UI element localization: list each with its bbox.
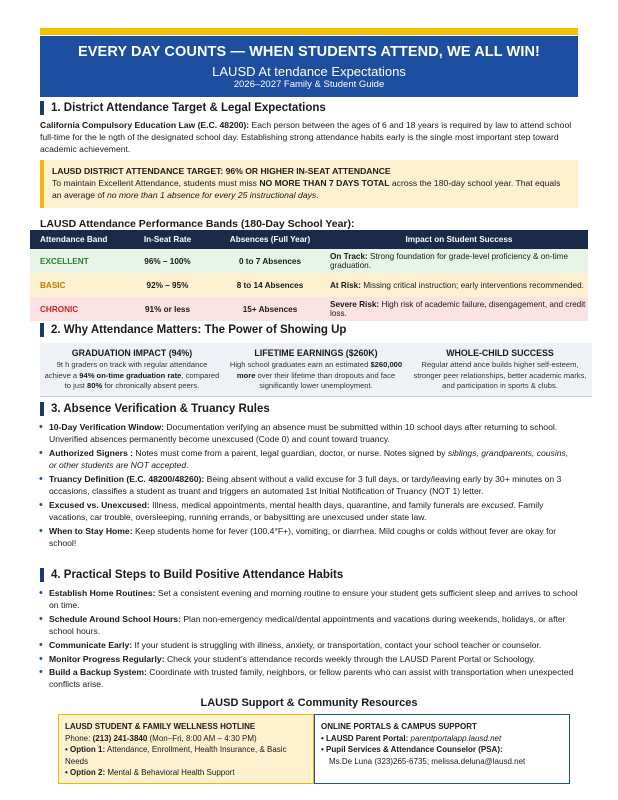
section-4-heading: 4. Practical Steps to Build Positive Attendance Habits xyxy=(40,568,343,582)
band-name: EXCELLENT xyxy=(40,256,89,266)
banner-guide: 2026–2027 Family & Student Guide xyxy=(233,79,385,90)
hotline-option-2: • Option 2: Mental & Behavioral Health Support xyxy=(65,768,235,777)
psa-contact: Ms.De Luna (323)265-6735; melissa.deluna@lausd.net xyxy=(329,756,526,766)
section-marker xyxy=(40,402,44,416)
target-text: To maintain Excellent Attendance, students must miss NO MORE THAN 7 DAYS TOTAL across the 180-day school year. That equals an average of no more than 1 absence for every 25 instructional days. xyxy=(52,178,561,200)
band-absences: 8 to 14 Absences xyxy=(236,280,304,290)
list-item: • Excused vs. Unexcused: Illness, medical appointments, mental health days, quarantine, and family funerals are excused. Family vacations, car trouble, oversleeping, running errands, or babysitting are unexcused under state law. xyxy=(40,499,578,523)
resources-title: LAUSD Support & Community Resources xyxy=(200,697,418,709)
section-2-heading: 2. Why Attendance Matters: The Power of Showing Up xyxy=(40,323,346,337)
section-marker xyxy=(40,101,44,115)
header-banner xyxy=(40,36,578,97)
section-1-heading: 1. District Attendance Target & Legal Expectations xyxy=(40,101,326,115)
list-item: • When to Stay Home: Keep students home for fever (100.4°F+), vomiting, or diarrhea. Mild coughs or colds without fever are okay for school! xyxy=(40,525,578,549)
hotline-phone: Phone: (213) 241-3840 (Mon–Fri, 8:00 AM – 4:30 PM) xyxy=(65,733,257,743)
band-impact: Severe Risk: High risk of academic failure, disengagement, and credit loss. xyxy=(330,300,586,318)
top-accent-rule xyxy=(40,28,578,35)
truancy-rules-list xyxy=(40,421,578,551)
band-absences: 0 to 7 Absences xyxy=(238,256,302,266)
list-item: • Communicate Early: If your student is struggling with illness, anxiety, or transportation, contact your school teacher or counselor. xyxy=(40,639,578,651)
table-row xyxy=(30,249,588,273)
table-header-row xyxy=(30,230,588,249)
header-rate: In-Seat Rate xyxy=(143,235,192,244)
table-row xyxy=(30,273,588,297)
list-item: • Monitor Progress Regularly: Check your student's attendance records weekly through the LAUSD Parent Portal or Schoology. xyxy=(40,653,578,665)
law-paragraph: California Compulsory Education Law (E.C. 48200): Each person between the ages of 6 and 18 years is required by law to attend school full-time for the le ngth of the designated school day. Establishing strong attendance habits early is the single most important step toward academic achievement. xyxy=(40,120,572,154)
header-impact: Impact on Student Success xyxy=(405,235,513,244)
parent-portal-link[interactable]: • LAUSD Parent Portal: parentportalapp.lausd.net xyxy=(321,733,502,743)
hotline-heading: LAUSD STUDENT & FAMILY WELLNESS HOTLINE xyxy=(65,722,256,731)
portals-heading: ONLINE PORTALS & CAMPUS SUPPORT xyxy=(321,722,477,731)
bands-table-title: LAUSD Attendance Performance Bands (180-Day School Year): xyxy=(40,218,355,230)
wellness-hotline-box xyxy=(58,714,314,784)
band-name: BASIC xyxy=(40,280,66,290)
section-marker xyxy=(40,323,44,337)
band-name: CHRONIC xyxy=(40,304,79,314)
whole-child-card: WHOLE-CHILD SUCCESS Regular attend ance builds higher self-esteem, stronger peer relationships, better academic marks, and participation in sports & clubs. xyxy=(413,348,587,390)
band-impact: At Risk: Missing critical instruction; early interventions recommended. xyxy=(330,280,584,290)
graduation-card: GRADUATION IMPACT (94%) 9t h graders on track with regular attendance achieve a 94% on-time graduation rate, compared to just 80% for chronically absent peers. xyxy=(44,348,220,390)
attendance-target-callout xyxy=(40,160,578,208)
banner-subtitle: LAUSD At tendance Expectations xyxy=(212,64,406,79)
list-item: • Authorized Signers : Notes must come from a parent, legal guardian, doctor, or nurse. Notes signed by siblings, grandparents, cousins, or other students are NOT accepted. xyxy=(40,447,578,471)
band-rate: 91% or less xyxy=(144,304,191,314)
list-item: • Truancy Definition (E.C. 48200/48260): Being absent without a valid excuse for 3 full days, or tardy/leaving early by 30+ minutes on 3 occasions, classifies a student as truant and triggers an automated 1st Initial Notification of Truancy (NOT 1) letter. xyxy=(40,473,578,497)
list-item: • Schedule Around School Hours: Plan non-emergency medical/dental appointments and vacations during weekends, holidays, or after school hours. xyxy=(40,613,578,637)
table-row xyxy=(30,297,588,321)
banner-title: EVERY DAY COUNTS — WHEN STUDENTS ATTEND, WE ALL WIN! xyxy=(78,44,540,60)
list-item: • 10-Day Verification Window: Documentation verifying an absence must be submitted within 10 school days after returning to school. Unverified absences permanently become unexcused (Code 0) and count toward truancy. xyxy=(40,421,578,445)
header-band: Attendance Band xyxy=(40,235,108,244)
bands-table xyxy=(30,230,588,321)
section-3-heading: 3. Absence Verification & Truancy Rules xyxy=(40,402,270,416)
section-marker xyxy=(40,568,44,582)
list-item: • Build a Backup System: Coordinate with trusted family, neighbors, or fellow parents who can assist with transportation when unexpected conflicts arise. xyxy=(40,666,578,690)
earnings-card: LIFETIME EARNINGS ($260K) High school graduates earn an estimated $260,000 more over their lifetime than dropouts and face significantly lower unemployment. xyxy=(229,348,403,390)
header-absences: Absences (Full Year) xyxy=(229,235,311,244)
psa-label: • Pupil Services & Attendance Counselor (PSA): xyxy=(321,745,503,754)
band-absences: 15+ Absences xyxy=(242,304,298,314)
band-rate: 96% – 100% xyxy=(144,256,191,266)
band-impact: On Track: Strong foundation for grade-level proficiency & on-time graduation. xyxy=(330,252,569,270)
list-item: • Establish Home Routines: Set a consistent evening and morning routine to ensure your student gets sufficient sleep and arrives to school on time. xyxy=(40,587,578,611)
band-rate: 92% – 95% xyxy=(146,280,189,290)
portals-box xyxy=(314,714,570,784)
impact-cards xyxy=(40,343,592,397)
practical-steps-list xyxy=(40,587,578,692)
hotline-option-1: • Option 1: Attendance, Enrollment, Health Insurance, & Basic Needs xyxy=(65,745,287,766)
target-heading: LAUSD DISTRICT ATTENDANCE TARGET: 96% OR HIGHER IN-SEAT ATTENDANCE xyxy=(52,166,391,176)
